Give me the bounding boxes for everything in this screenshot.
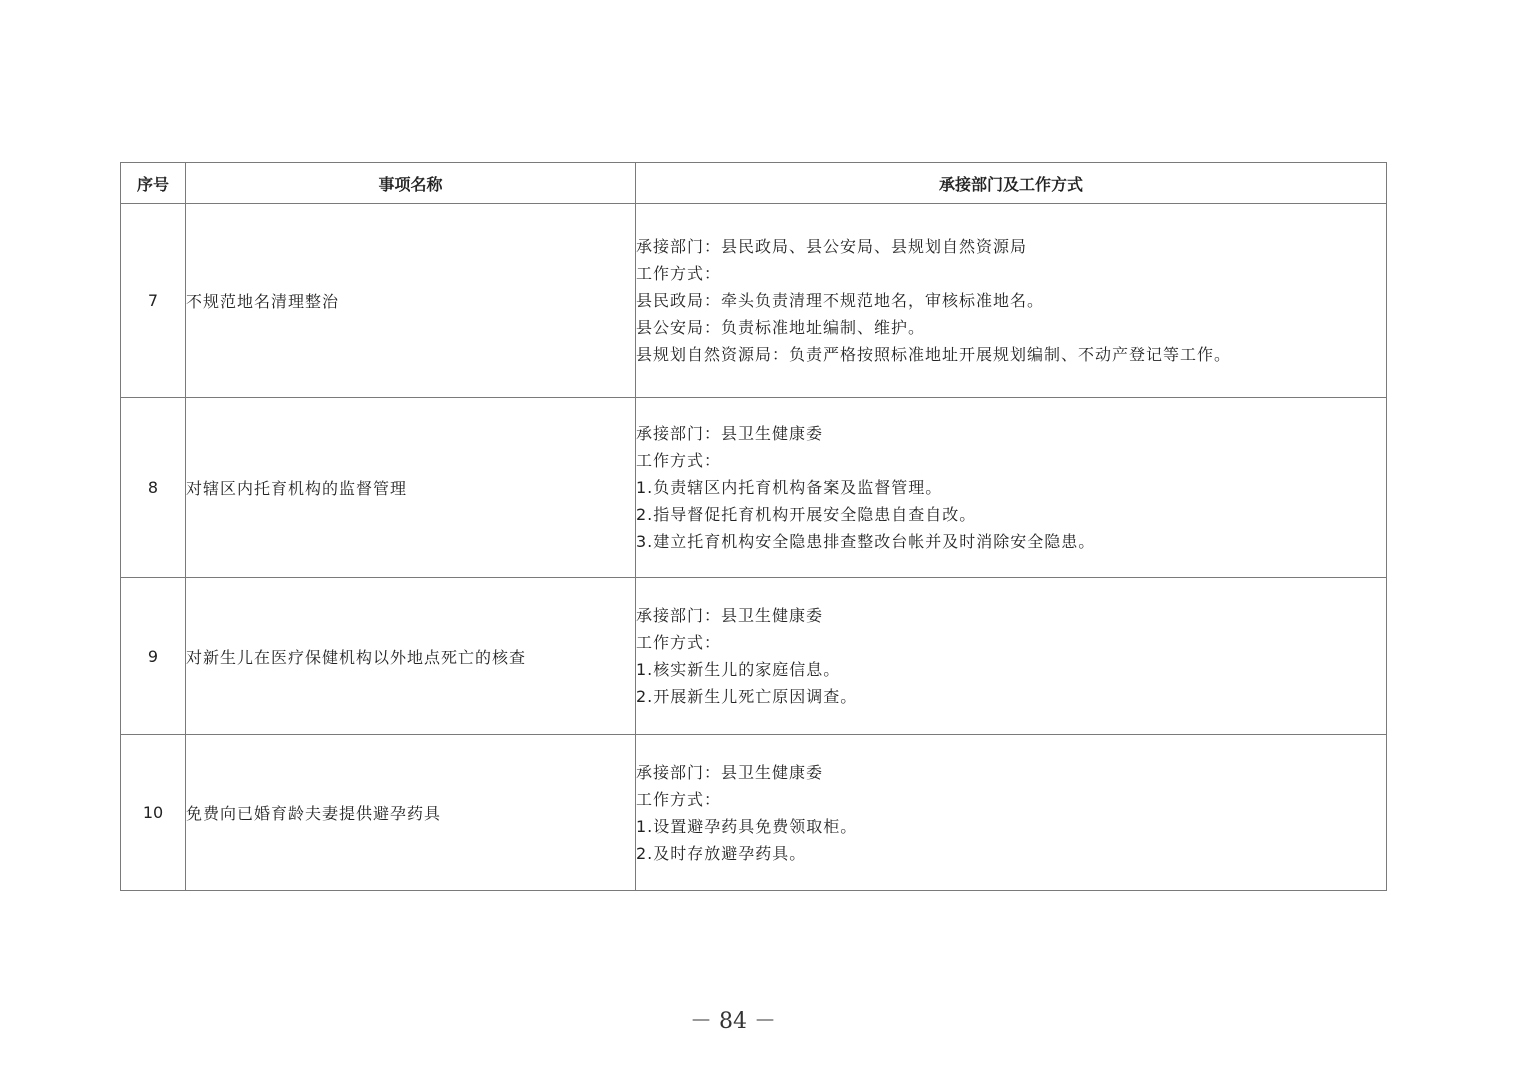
page-number: － 84 － <box>690 1009 776 1034</box>
table-row <box>121 204 1387 398</box>
row-department-method <box>636 735 1387 891</box>
dept-line: 工作方式： <box>636 451 722 470</box>
header-matter-name: 事项名称 <box>186 163 636 204</box>
dept-line: 1.负责辖区内托育机构备案及监督管理。 <box>636 478 943 497</box>
row-department-method <box>636 398 1387 578</box>
row-matter-name: 对新生儿在医疗保健机构以外地点死亡的核查 <box>186 578 636 735</box>
header-serial-number: 序号 <box>121 163 186 204</box>
dept-line: 2.及时存放避孕药具。 <box>636 843 807 863</box>
row-matter-name: 免费向已婚育龄夫妻提供避孕药具 <box>186 735 636 891</box>
dept-line: 县规划自然资源局：负责严格按照标准地址开展规划编制、不动产登记等工作。 <box>636 345 1232 364</box>
dept-line: 2.指导督促托育机构开展安全隐患自查自改。 <box>636 505 977 524</box>
dept-line: 工作方式： <box>636 633 722 652</box>
dept-line: 工作方式： <box>636 789 722 809</box>
dept-line: 1.设置避孕药具免费领取柜。 <box>636 816 858 836</box>
table-row <box>121 398 1387 578</box>
row-serial-number: 9 <box>121 578 186 735</box>
dept-line: 县民政局：牵头负责清理不规范地名，审核标准地名。 <box>636 291 1045 310</box>
row-serial-number: 10 <box>121 735 186 891</box>
dept-line: 3.建立托育机构安全隐患排查整改台帐并及时消除安全隐患。 <box>636 532 1096 551</box>
table-row <box>121 578 1387 735</box>
dept-line: 承接部门：县卫生健康委 <box>636 606 824 625</box>
row-serial-number: 7 <box>121 204 186 398</box>
dept-line: 承接部门：县卫生健康委 <box>636 762 824 782</box>
dept-line: 县公安局：负责标准地址编制、维护。 <box>636 318 926 337</box>
dept-line: 2.开展新生儿死亡原因调查。 <box>636 687 858 706</box>
matters-table <box>120 162 1387 891</box>
dept-line: 1.核实新生儿的家庭信息。 <box>636 660 841 679</box>
row-department-method <box>636 204 1387 398</box>
row-department-method <box>636 578 1387 735</box>
header-department-method: 承接部门及工作方式 <box>636 163 1387 204</box>
dept-line: 承接部门：县卫生健康委 <box>636 424 824 443</box>
dept-line: 工作方式： <box>636 264 722 283</box>
row-serial-number: 8 <box>121 398 186 578</box>
row-matter-name: 不规范地名清理整治 <box>186 204 636 398</box>
dept-line: 承接部门：县民政局、县公安局、县规划自然资源局 <box>636 237 1028 256</box>
table-row <box>121 735 1387 891</box>
row-matter-name: 对辖区内托育机构的监督管理 <box>186 398 636 578</box>
table-header-row <box>121 163 1387 204</box>
